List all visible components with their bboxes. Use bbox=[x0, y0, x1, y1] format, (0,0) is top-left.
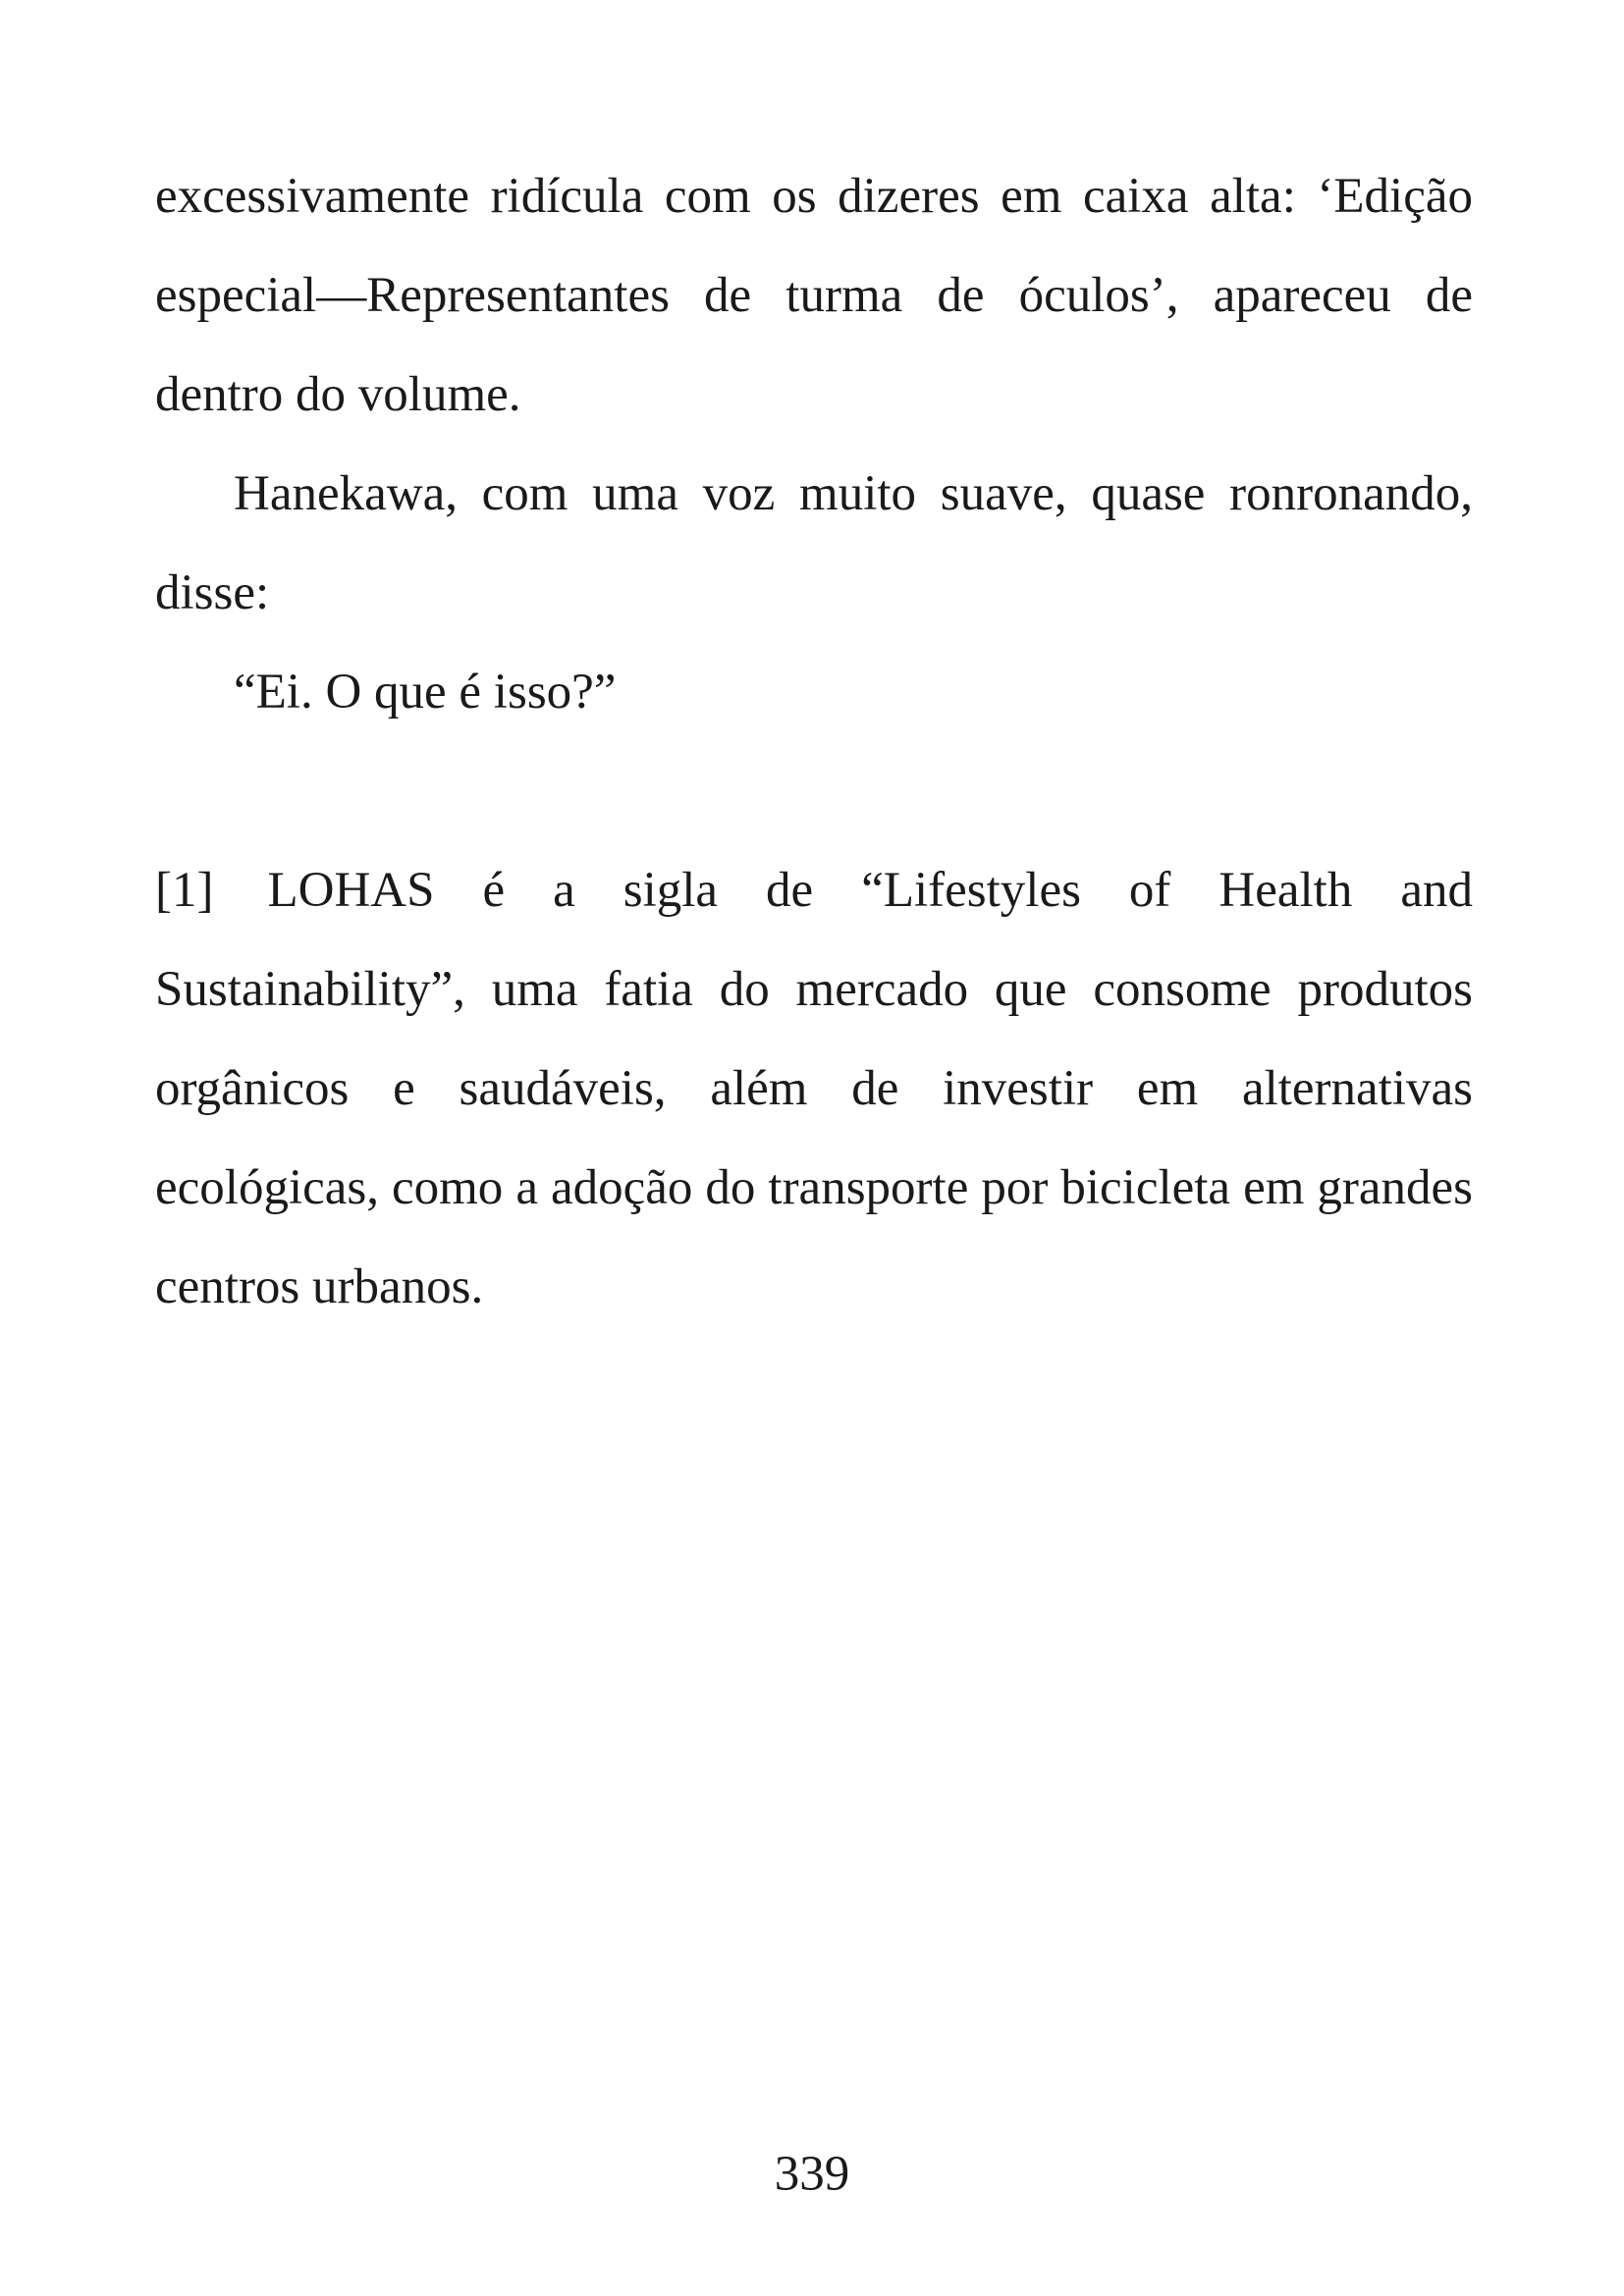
body-paragraph-continuation: excessivamente ridícula com os dizeres em caixa alta: ‘Edição especial—Representantes de turma de óculos’, apareceu de dentro do volume. bbox=[155, 169, 1473, 422]
footnote-marker: [1] bbox=[155, 863, 214, 918]
page-content bbox=[155, 147, 1473, 1337]
body-paragraph-hanekawa: Hanekawa, com uma voz muito suave, quase ronronando, disse: bbox=[155, 466, 1473, 620]
footnote-text: LOHAS é a sigla de “Lifestyles of Health and Sustainability”, uma fatia do mercado que consome produtos orgânicos e saudáveis, além de investir em alternativas ecológicas, como a adoção do transporte por bicicleta em grandes centros urbanos. bbox=[155, 863, 1473, 1314]
body-paragraph-dialogue: “Ei. O que é isso?” bbox=[234, 665, 617, 720]
footnote bbox=[155, 841, 1473, 1337]
page-number: 339 bbox=[774, 2147, 850, 2202]
